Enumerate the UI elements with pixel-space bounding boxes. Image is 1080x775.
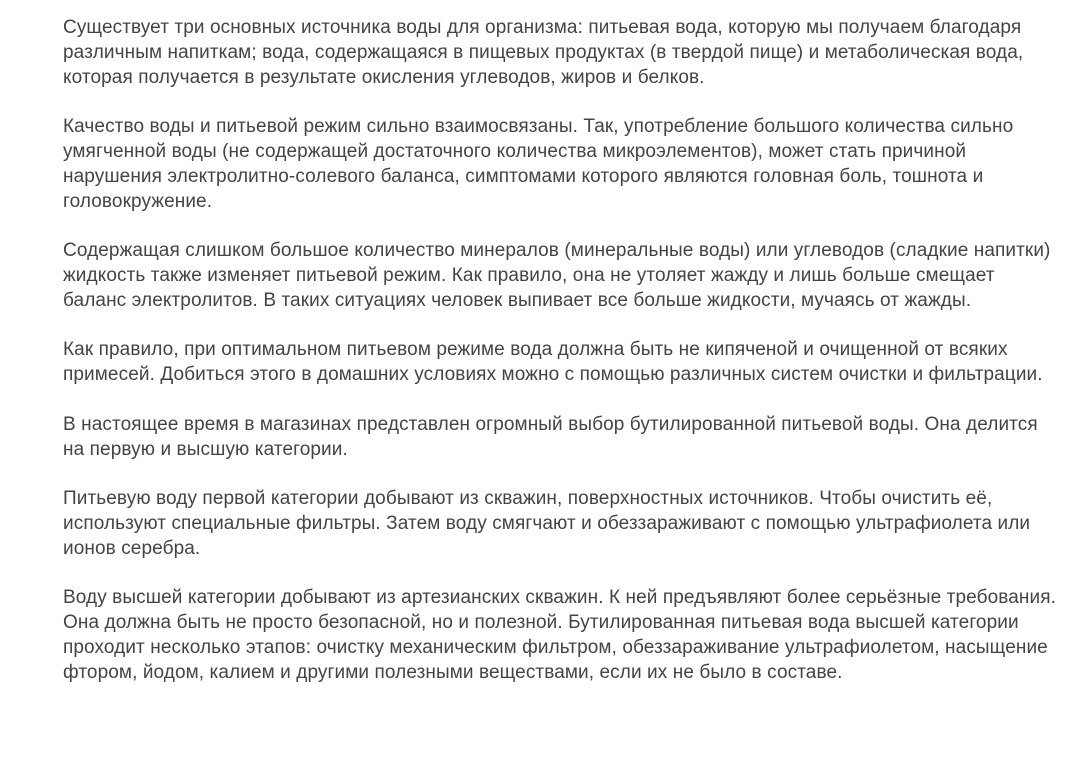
- paragraph-highest-category: Воду высшей категории добывают из артезианских скважин. К ней предъявляют более серьёзные требования. Она должна быть не просто безопасной, но и полезной. Бутилированная питьевая вода высшей категории проходит несколько этапов: очистку механическим фильтром, обеззараживание ультрафиолетом, насыщение фтором, йодом, калием и другими полезными веществами, если их не было в составе.: [63, 587, 1056, 683]
- paragraph-minerals: Содержащая слишком большое количество минералов (минеральные воды) или углеводов (сладкие напитки) жидкость также изменяет питьевой режим. Как правило, она не утоляет жажду и лишь больше смещает баланс электролитов. В таких ситуациях человек выпивает все больше жидкости, мучаясь от жажды.: [63, 240, 1051, 311]
- article-body: [63, 16, 1063, 686]
- paragraph-water-sources: Существует три основных источника воды для организма: питьевая вода, которую мы получаем благодаря различным напиткам; вода, содержащаяся в пищевых продуктах (в твердой пище) и метаболическая вода, которая получается в результате окисления углеводов, жиров и белков.: [63, 17, 1024, 88]
- paragraph-water-quality: Качество воды и питьевой режим сильно взаимосвязаны. Так, употребление большого количества сильно умягченной воды (не содержащей достаточного количества микроэлементов), может стать причиной нарушения электролитно-солевого баланса, симптомами которого являются головная боль, тошнота и головокружение.: [63, 116, 1014, 212]
- paragraph-bottled-water: В настоящее время в магазинах представлен огромный выбор бутилированной питьевой воды. Она делится на первую и высшую категории.: [63, 413, 1038, 460]
- paragraph-optimal-regime: Как правило, при оптимальном питьевом режиме вода должна быть не кипяченой и очищенной от всяких примесей. Добиться этого в домашних условиях можно с помощью различных систем очистки и фильтрации.: [63, 339, 1043, 386]
- paragraph-first-category: Питьевую воду первой категории добывают из скважин, поверхностных источников. Чтобы очистить её, используют специальные фильтры. Затем воду смягчают и обеззараживают с помощью ультрафиолета или ионов серебра.: [63, 488, 1031, 559]
